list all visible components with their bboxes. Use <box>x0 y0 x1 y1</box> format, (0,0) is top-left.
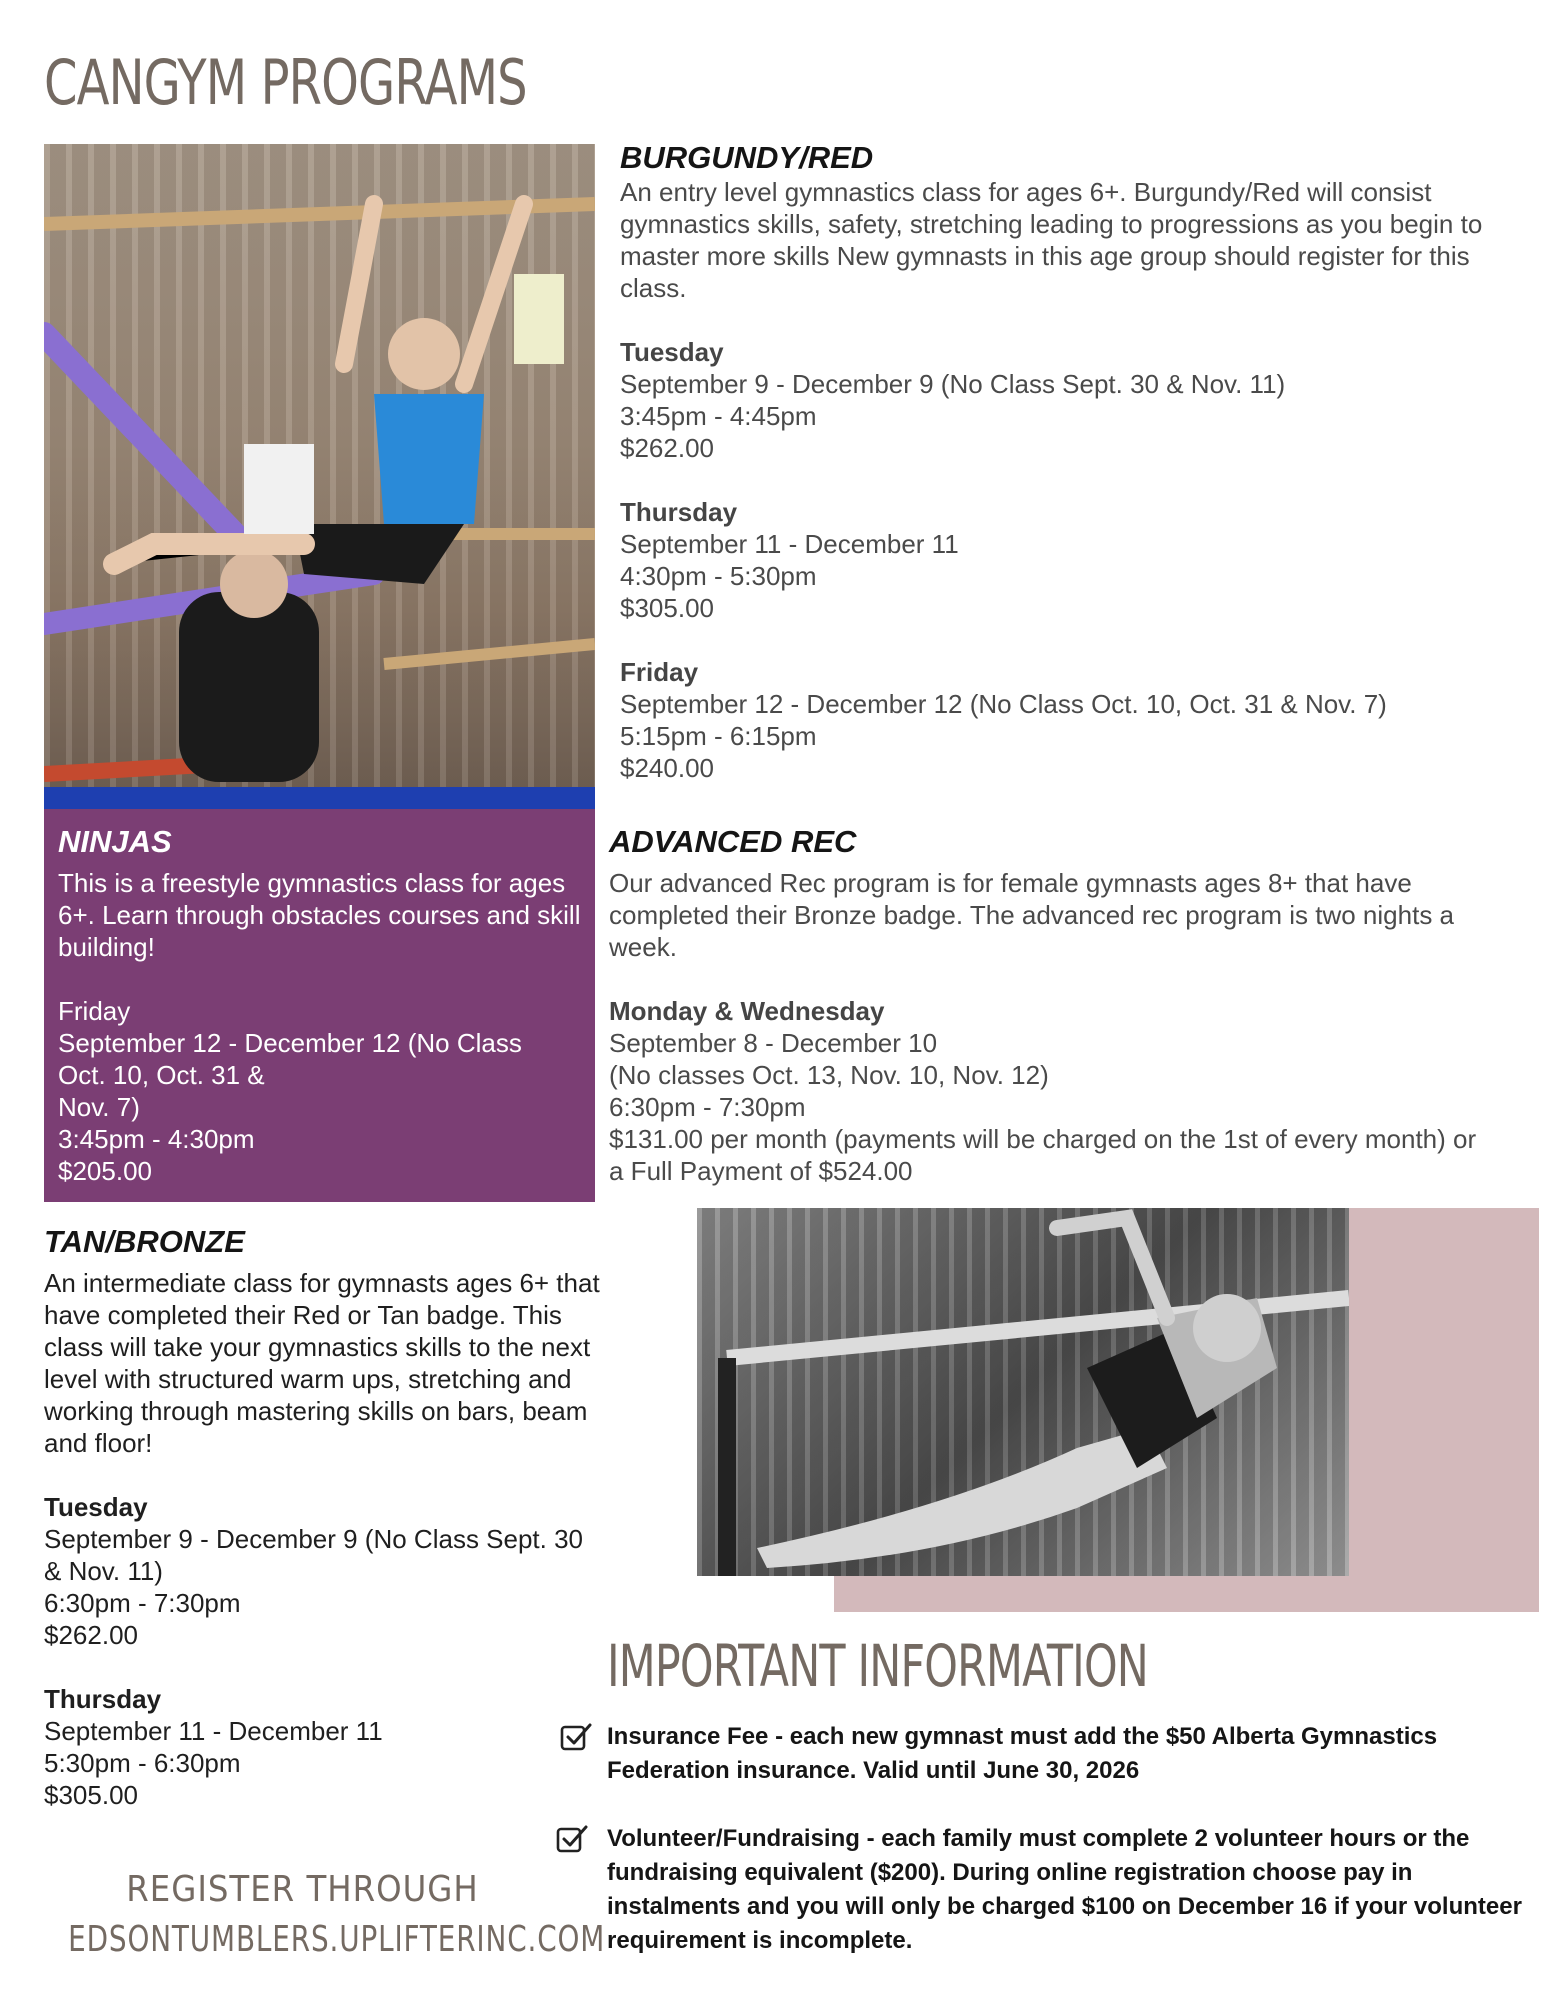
tan-price-thursday: $305.00 <box>44 1780 138 1810</box>
info-item-volunteer: Volunteer/Fundraising - each family must complete 2 volunteer hours or the fundraising equivalent ($200). During online registration choose pay in instalments and you will only be charged $100 on December 16 if your volunteer requirement is incomplete. <box>607 1825 1522 1954</box>
tan-time-tuesday: 6:30pm - 7:30pm <box>44 1588 241 1618</box>
burgundy-price-friday: $240.00 <box>620 753 714 783</box>
advanced-description: Our advanced Rec program is for female gymnasts ages 8+ that have completed their Bronze badge. The advanced rec program is two nights a week. <box>609 868 1454 962</box>
info-title: IMPORTANT INFORMATION <box>607 1632 1148 1700</box>
ninjas-title: NINJAS <box>58 824 172 859</box>
burgundy-dates-tuesday: September 9 - December 9 (No Class Sept. 30 & Nov. 11) <box>620 369 1286 399</box>
burgundy-dates-thursday: September 11 - December 11 <box>620 529 959 559</box>
burgundy-time-thursday: 4:30pm - 5:30pm <box>620 561 817 591</box>
burgundy-title: BURGUNDY/RED <box>620 140 874 175</box>
tan-time-thursday: 5:30pm - 6:30pm <box>44 1748 241 1778</box>
insurance-check-icon <box>559 1720 593 1759</box>
burgundy-price-tuesday: $262.00 <box>620 433 714 463</box>
advanced-price: $131.00 per month (payments will be charged on the 1st of every month) or a Full Payment of $524.00 <box>609 1124 1477 1186</box>
ninjas-price: $205.00 <box>58 1156 152 1186</box>
accent-block <box>1349 1208 1539 1612</box>
register-block <box>30 1865 606 1965</box>
advanced-time: 6:30pm - 7:30pm <box>609 1092 806 1122</box>
register-line-1: REGISTER THROUGH <box>126 1869 479 1910</box>
page-title: CANGYM PROGRAMS <box>44 46 527 119</box>
tan-dates-tuesday: September 9 - December 9 (No Class Sept. 30 & Nov. 11) <box>44 1524 584 1586</box>
burgundy-time-friday: 5:15pm - 6:15pm <box>620 721 817 751</box>
tan-description: An intermediate class for gymnasts ages 6+ that have completed their Red or Tan badge. This class will take your gymnastics skills to the next level with structured warm ups, stretching and working through mastering skills on bars, beam and floor! <box>44 1268 600 1458</box>
ninjas-day: Friday <box>58 996 131 1026</box>
tan-title: TAN/BRONZE <box>44 1224 245 1259</box>
advanced-no-classes: (No classes Oct. 13, Nov. 10, Nov. 12) <box>609 1060 1049 1090</box>
advanced-dates: September 8 - December 10 <box>609 1028 938 1058</box>
burgundy-day-friday: Friday <box>620 657 699 687</box>
tan-dates-thursday: September 11 - December 11 <box>44 1716 383 1746</box>
gymnast-bars-photo <box>44 144 595 809</box>
ninjas-time: 3:45pm - 4:30pm <box>58 1124 255 1154</box>
advanced-day: Monday & Wednesday <box>609 996 885 1026</box>
volunteer-check-icon <box>555 1822 589 1861</box>
register-link[interactable]: EDSONTUMBLERS.UPLIFTERINC.COM <box>68 1919 606 1960</box>
ninjas-description: This is a freestyle gymnastics class for ages 6+. Learn through obstacles courses and skill building! <box>58 868 581 962</box>
ninjas-dates-3: Nov. 7) <box>58 1092 140 1122</box>
advanced-title: ADVANCED REC <box>609 824 857 859</box>
burgundy-day-thursday: Thursday <box>620 497 738 527</box>
burgundy-dates-friday: September 12 - December 12 (No Class Oct. 10, Oct. 31 & Nov. 7) <box>620 689 1387 719</box>
accent-block-bottom <box>834 1576 1539 1612</box>
ninjas-section <box>44 809 595 1202</box>
ninjas-dates-2: Oct. 10, Oct. 31 & <box>58 1060 265 1090</box>
burgundy-price-thursday: $305.00 <box>620 593 714 623</box>
tan-section <box>44 1223 604 1811</box>
burgundy-section <box>620 140 1510 784</box>
advanced-section <box>609 823 1489 1187</box>
info-item-insurance: Insurance Fee - each new gymnast must add the $50 Alberta Gymnastics Federation insurance. Valid until June 30, 2026 <box>607 1723 1438 1784</box>
gymnast-bw-photo <box>697 1208 1349 1576</box>
burgundy-time-tuesday: 3:45pm - 4:45pm <box>620 401 817 431</box>
tan-day-tuesday: Tuesday <box>44 1492 148 1522</box>
tan-price-tuesday: $262.00 <box>44 1620 138 1650</box>
burgundy-description: An entry level gymnastics class for ages 6+. Burgundy/Red will consist gymnastics skills, safety, stretching leading to progressions as you begin to master more skills New gymnasts in this age group should register for this class. <box>620 177 1483 303</box>
ninjas-dates-1: September 12 - December 12 (No Class <box>58 1028 522 1058</box>
burgundy-day-tuesday: Tuesday <box>620 337 724 367</box>
tan-day-thursday: Thursday <box>44 1684 162 1714</box>
